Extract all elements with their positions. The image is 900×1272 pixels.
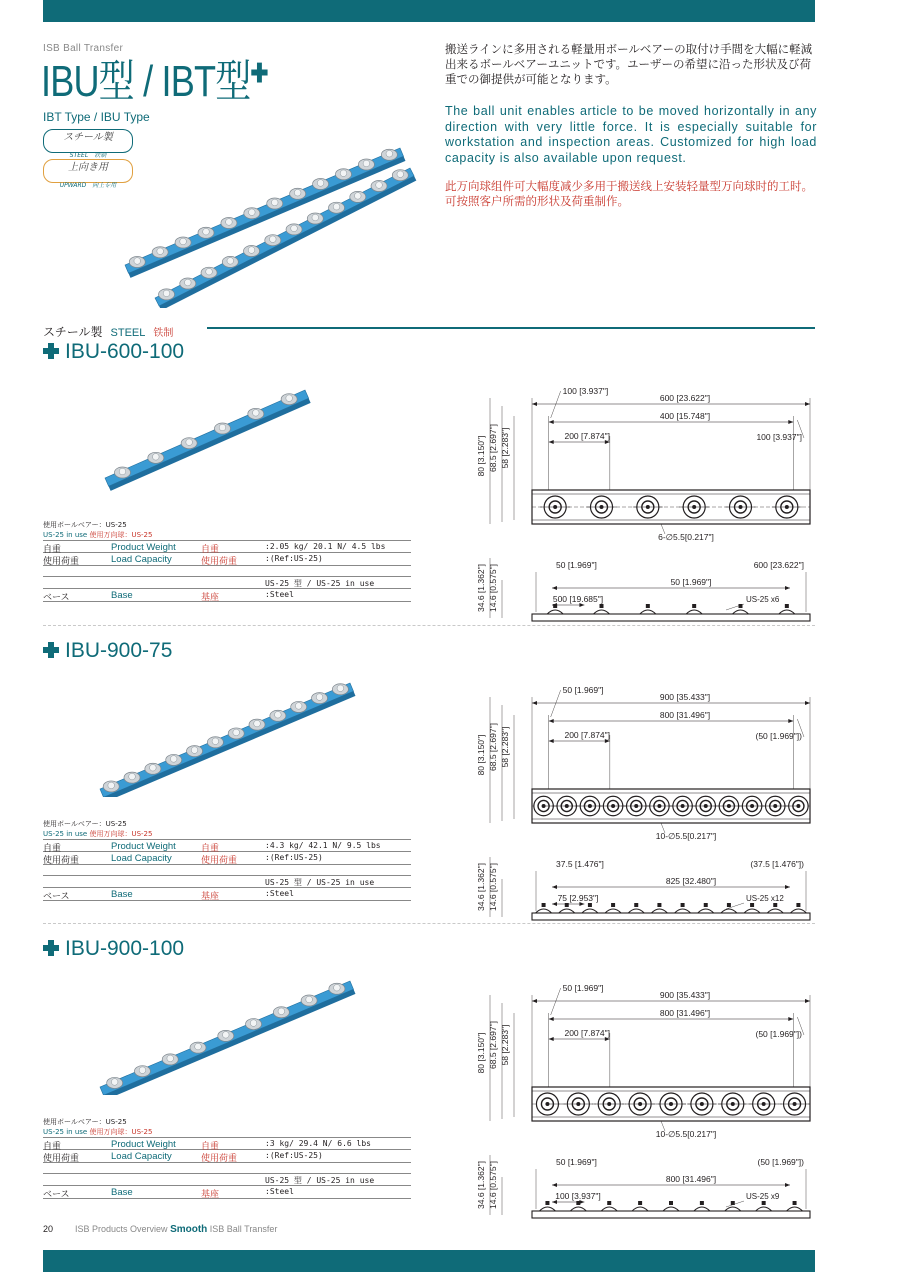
dimension-arrow: [785, 1183, 790, 1187]
product-2-ball: [278, 1008, 285, 1015]
product-1-ball: [233, 729, 240, 736]
technical-drawing: [440, 378, 815, 623]
page-subtitle: IBT Type / IBU Type: [43, 110, 150, 124]
dim-side-pitch: 100 [3.937"]: [555, 1191, 601, 1201]
technical-drawing: [440, 975, 815, 1220]
side-ball-dome: [779, 610, 795, 614]
product-image: [95, 378, 365, 498]
cross-icon: [43, 940, 59, 956]
spec-row-base: ベース Base 基座 :Steel: [43, 888, 411, 901]
description-cn: 此万向球组件可大幅度减少多用于搬送线上安装轻量型万向球时的工时。可按照客户所需的形状及荷重制作。: [445, 179, 813, 208]
dimension-arrow: [785, 885, 790, 889]
cross-icon: [43, 343, 59, 359]
side-ball-dome: [790, 909, 806, 913]
spec-row-base: ベース Base 基座 :Steel: [43, 1186, 411, 1199]
spec-row-type: US-25 型 / US-25 in use: [43, 576, 411, 589]
side-ball-dome: [628, 909, 644, 913]
dim-side-span: 825 [32.480"]: [665, 876, 717, 886]
dim-height-58: 58 [2.283"]: [500, 427, 510, 469]
dimension-arrow: [552, 1183, 557, 1187]
section-header-steel: [43, 321, 815, 337]
spec-row-load: 使用荷重 Load Capacity 使用荷重 :(Ref:US-25): [43, 852, 411, 865]
dim-pitch: 200 [7.874"]: [564, 1028, 611, 1038]
dimension-arrow: [549, 739, 554, 743]
dim-side-a: 50 [1.969"]: [556, 1157, 597, 1167]
dim-side-a: 37.5 [1.476"]: [556, 859, 604, 869]
side-ball-top: [700, 1201, 704, 1205]
model-title: [43, 340, 184, 364]
dim-height-68: 68.5 [2.697"]: [488, 1021, 498, 1069]
side-ball-dome: [570, 1207, 586, 1211]
side-ball-top: [638, 1201, 642, 1205]
product-0-ball: [119, 468, 126, 475]
dimension-arrow: [805, 999, 810, 1003]
product-1-ball: [275, 711, 282, 718]
hero-upper-ball: [226, 219, 233, 226]
side-ball-top: [545, 1201, 549, 1205]
side-ball-top: [762, 1201, 766, 1205]
side-ball-top: [600, 604, 604, 608]
dimension-arrow: [552, 586, 557, 590]
page-title: [41, 57, 268, 106]
dim-height-80: 80 [3.150"]: [476, 734, 486, 776]
side-ball-dome: [663, 1207, 679, 1211]
hero-upper-ball: [340, 170, 347, 177]
dim-holes: 10-∅5.5[0.217"]: [655, 831, 717, 841]
badge-upward-jp: 上向き用: [68, 162, 108, 173]
hero-upper-ball: [271, 199, 278, 206]
section-en: STEEL: [110, 327, 146, 339]
plus-icon: ✚: [250, 58, 268, 88]
dim-height-58: 58 [2.283"]: [500, 1024, 510, 1066]
side-ball-top: [727, 903, 731, 907]
spec-row-load: 使用荷重 Load Capacity 使用荷重 :(Ref:US-25): [43, 1150, 411, 1163]
hero-upper-ball: [203, 228, 210, 235]
side-ball-dome: [733, 610, 749, 614]
side-ball-dome: [694, 1207, 710, 1211]
product-block-ibu-600-100: [0, 338, 900, 623]
product-0-ball: [219, 424, 226, 431]
spec-table: [43, 819, 411, 901]
dim-side-a: 50 [1.969"]: [556, 560, 597, 570]
hero-upper-ball: [157, 248, 164, 255]
side-view-rail: [532, 614, 810, 621]
side-ball-top: [796, 903, 800, 907]
product-1-ball: [254, 720, 261, 727]
ball-in-use-en: US-25 in use 使用万向球：US-25: [43, 531, 153, 539]
hero-lower-ball: [397, 171, 404, 178]
side-ball-dome: [767, 909, 783, 913]
side-ball-dome: [547, 610, 563, 614]
dimension-arrow: [549, 420, 554, 424]
side-view-rail: [532, 913, 810, 920]
footer-brand: Smooth: [170, 1224, 208, 1235]
dim-side-height: 34.6 [1.362"]: [476, 863, 486, 911]
product-2-ball: [250, 1020, 257, 1027]
dimension-line: [551, 988, 561, 1015]
hero-upper-ball: [249, 209, 256, 216]
side-ball-top: [704, 903, 708, 907]
hero-lower-ball: [248, 247, 255, 254]
side-ball-dome: [605, 909, 621, 913]
product-1-ball: [191, 747, 198, 754]
product-1-ball: [150, 764, 157, 771]
dim-side-b: (37.5 [1.476"]): [750, 859, 804, 869]
footer-suffix: ISB Ball Transfer: [209, 1224, 278, 1234]
badge-steel-en: STEEL: [69, 152, 89, 159]
side-ball-top: [542, 903, 546, 907]
dim-hole-span: 400 [15.748"]: [659, 411, 711, 421]
product-1-ball: [212, 738, 219, 745]
badge-upward-cn: 向上专用: [92, 182, 117, 189]
badge-steel-jp: スチール製: [63, 132, 113, 143]
dim-height-68: 68.5 [2.697"]: [488, 723, 498, 771]
section-jp: スチール製: [43, 325, 103, 339]
ball-in-use-en: US-25 in use 使用万向球：US-25: [43, 830, 153, 838]
dim-holes: 10-∅5.5[0.217"]: [655, 1129, 717, 1139]
side-ball-top: [607, 1201, 611, 1205]
product-2-ball: [222, 1032, 229, 1039]
dimension-arrow: [552, 902, 557, 906]
hero-upper-ball: [363, 160, 370, 167]
side-ball-top: [750, 903, 754, 907]
dimension-arrow: [788, 420, 793, 424]
side-ball-top: [681, 903, 685, 907]
side-ball-dome: [698, 909, 714, 913]
side-ball-dome: [686, 610, 702, 614]
hero-lower-ball: [227, 258, 234, 265]
side-ball-top: [576, 1201, 580, 1205]
product-image: [95, 975, 365, 1095]
dimension-arrow: [788, 1017, 793, 1021]
dim-pitch: 200 [7.874"]: [564, 730, 611, 740]
top-bar: [43, 0, 815, 22]
model-title: [43, 639, 172, 663]
product-1-ball: [316, 694, 323, 701]
hero-lower-ball: [333, 203, 340, 210]
dim-end-offset: 50 [1.969"]: [562, 983, 604, 993]
description-jp: 搬送ラインに多用される軽量用ボールベアーの取付け手間を大幅に軽減出来るボールベアーユニットです。ユーザーの希望に沿った形状及び荷重での御提供が可能となります。: [445, 42, 813, 86]
dim-side-pitch: 75 [2.953"]: [557, 893, 599, 903]
spec-row-base: ベース Base 基座 :Steel: [43, 589, 411, 602]
model-name: IBU-900-75: [65, 639, 173, 662]
hero-upper-ball: [294, 189, 301, 196]
spec-row-weight: 自重 Product Weight 自重 :3 kg/ 29.4 N/ 6.6 lbs: [43, 1137, 411, 1150]
dimension-line: [551, 391, 561, 418]
dim-height-80: 80 [3.150"]: [476, 1032, 486, 1074]
side-ball-dome: [675, 909, 691, 913]
hero-upper-ball: [180, 238, 187, 245]
footer-prefix: ISB Products Overview: [75, 1224, 168, 1234]
product-0-ball: [286, 395, 293, 402]
model-name: IBU-600-100: [65, 340, 185, 363]
side-ball-top: [773, 903, 777, 907]
dimension-arrow: [532, 701, 537, 705]
hero-upper-ball: [317, 180, 324, 187]
dim-pitch: 200 [7.874"]: [564, 431, 611, 441]
dimension-arrow: [549, 1017, 554, 1021]
hero-lower-ball: [354, 193, 361, 200]
dimension-line: [726, 1201, 744, 1207]
product-1-ball: [129, 773, 136, 780]
spec-table: [43, 520, 411, 602]
dim-end-right: (50 [1.969"]): [755, 731, 802, 741]
product-block-ibu-900-75: [0, 637, 900, 922]
product-1-ball: [170, 756, 177, 763]
dim-overall-length: 900 [35.433"]: [659, 990, 711, 1000]
dim-side-span: 50 [1.969"]: [670, 577, 712, 587]
badge-steel-cn: 铁制: [94, 152, 107, 159]
product-1-ball: [337, 685, 344, 692]
section-rule: [207, 327, 815, 329]
product-block-ibu-900-100: [0, 935, 900, 1220]
dimension-arrow: [805, 402, 810, 406]
dim-height-68: 68.5 [2.697"]: [488, 424, 498, 472]
dim-overall-length: 600 [23.622"]: [659, 393, 711, 403]
side-ball-dome: [536, 909, 552, 913]
dimension-line: [551, 690, 561, 717]
hero-lower-ball: [376, 182, 383, 189]
divider: [43, 625, 815, 626]
side-ball-top: [793, 1201, 797, 1205]
description-en: The ball unit enables article to be moved horizontally in any direction with very little force. It is especially suitable for workstation and inspection areas. Customized for high load capacity is also available upon request.: [445, 104, 817, 165]
hero-lower-ball: [184, 279, 191, 286]
dim-end-offset: 50 [1.969"]: [562, 685, 604, 695]
dimension-arrow: [549, 440, 554, 444]
dim-side-b: (50 [1.969"]): [757, 1157, 804, 1167]
technical-drawing: [440, 677, 815, 922]
dim-end-right: 100 [3.937"]: [756, 432, 802, 442]
model-title: [43, 937, 184, 961]
side-ball-top: [588, 903, 592, 907]
side-ball-dome: [787, 1207, 803, 1211]
section-cn: 铁制: [153, 328, 174, 339]
side-ball-dome: [744, 909, 760, 913]
side-ball-top: [634, 903, 638, 907]
ball-qty-label: US-25 x9: [746, 1192, 780, 1201]
spec-table: [43, 1117, 411, 1199]
side-ball-top: [657, 903, 661, 907]
ball-in-use-jp: 使用ボールベアー：US-25: [43, 1118, 127, 1126]
dimension-arrow: [788, 719, 793, 723]
dimension-arrow: [532, 402, 537, 406]
product-0-ball: [253, 410, 260, 417]
bottom-bar: [43, 1250, 815, 1272]
ball-qty-label: US-25 x6: [746, 595, 780, 604]
dim-side-b: 600 [23.622"]: [753, 560, 804, 570]
dim-rail-height: 14.6 [0.575"]: [488, 863, 498, 911]
hero-lower-ball: [206, 268, 213, 275]
side-ball-dome: [721, 909, 737, 913]
side-ball-top: [785, 604, 789, 608]
footer: [43, 1224, 277, 1235]
dim-hole-span: 800 [31.496"]: [659, 710, 711, 720]
ball-in-use-en: US-25 in use 使用万向球：US-25: [43, 1128, 153, 1136]
page-number: 20: [43, 1224, 54, 1234]
dim-height-80: 80 [3.150"]: [476, 435, 486, 477]
hero-upper-rail-side: [129, 156, 406, 278]
spec-row-weight: 自重 Product Weight 自重 :2.05 kg/ 20.1 N/ 4.5 lbs: [43, 540, 411, 553]
product-1-ball: [295, 703, 302, 710]
spec-row-load: 使用荷重 Load Capacity 使用荷重 :(Ref:US-25): [43, 553, 411, 566]
side-ball-top: [692, 604, 696, 608]
ball-qty-label: US-25 x12: [746, 894, 784, 903]
side-ball-dome: [601, 1207, 617, 1211]
dim-height-58: 58 [2.283"]: [500, 726, 510, 768]
product-1-ball: [108, 782, 115, 789]
ball-in-use-jp: 使用ボールベアー：US-25: [43, 521, 127, 529]
product-2-ball: [334, 984, 341, 991]
page-title-text: IBU型 / IBT型: [41, 57, 251, 106]
side-ball-top: [646, 604, 650, 608]
dim-side-height: 34.6 [1.362"]: [476, 1161, 486, 1209]
dimension-arrow: [549, 1037, 554, 1041]
cross-icon: [43, 642, 59, 658]
product-0-rail-side: [109, 398, 311, 491]
dimension-arrow: [805, 701, 810, 705]
hero-lower-ball: [291, 225, 298, 232]
product-2-ball: [167, 1055, 174, 1062]
dim-side-span: 800 [31.496"]: [665, 1174, 717, 1184]
side-ball-dome: [594, 610, 610, 614]
spec-row-type: US-25 型 / US-25 in use: [43, 875, 411, 888]
category-label: ISB Ball Transfer: [43, 43, 124, 54]
ball-in-use-jp: 使用ボールベアー：US-25: [43, 820, 127, 828]
product-2-ball: [111, 1079, 118, 1086]
side-ball-top: [611, 903, 615, 907]
dim-side-pitch: 500 [19.685"]: [552, 594, 604, 604]
hero-upper-ball: [386, 150, 393, 157]
hero-lower-ball: [163, 290, 170, 297]
product-0-ball: [186, 439, 193, 446]
dimension-arrow: [549, 719, 554, 723]
hero-lower-ball: [269, 236, 276, 243]
hero-lower-ball: [312, 214, 319, 221]
side-ball-top: [565, 903, 569, 907]
dimension-arrow: [785, 586, 790, 590]
side-ball-dome: [756, 1207, 772, 1211]
product-image: [95, 677, 365, 797]
hero-upper-ball: [134, 258, 141, 265]
dim-overall-length: 900 [35.433"]: [659, 692, 711, 702]
product-2-ball: [195, 1043, 202, 1050]
hero-product-image: [110, 138, 420, 308]
product-2-ball: [306, 996, 313, 1003]
side-ball-dome: [582, 909, 598, 913]
product-2-ball: [139, 1067, 146, 1074]
side-ball-top: [553, 604, 557, 608]
model-name: IBU-900-100: [65, 937, 185, 960]
dim-end-right: (50 [1.969"]): [755, 1029, 802, 1039]
side-view-rail: [532, 1211, 810, 1218]
product-0-rail-top: [105, 390, 309, 486]
side-ball-dome: [725, 1207, 741, 1211]
dim-end-offset: 100 [3.937"]: [562, 386, 609, 396]
side-ball-dome: [651, 909, 667, 913]
side-ball-dome: [640, 610, 656, 614]
dim-rail-height: 14.6 [0.575"]: [488, 1161, 498, 1209]
divider: [43, 923, 815, 924]
dim-rail-height: 14.6 [0.575"]: [488, 564, 498, 612]
badge-upward-en: UPWARD: [59, 182, 87, 189]
spec-row-weight: 自重 Product Weight 自重 :4.3 kg/ 42.1 N/ 9.5 lbs: [43, 839, 411, 852]
product-0-ball: [153, 454, 160, 461]
side-ball-top: [669, 1201, 673, 1205]
dim-holes: 6-∅5.5[0.217"]: [658, 532, 714, 542]
dimension-arrow: [532, 999, 537, 1003]
spec-row-type: US-25 型 / US-25 in use: [43, 1173, 411, 1186]
dim-hole-span: 800 [31.496"]: [659, 1008, 711, 1018]
side-ball-dome: [632, 1207, 648, 1211]
dim-side-height: 34.6 [1.362"]: [476, 564, 486, 612]
side-ball-top: [731, 1201, 735, 1205]
dimension-arrow: [552, 885, 557, 889]
side-ball-dome: [559, 909, 575, 913]
side-ball-top: [739, 604, 743, 608]
side-ball-dome: [539, 1207, 555, 1211]
